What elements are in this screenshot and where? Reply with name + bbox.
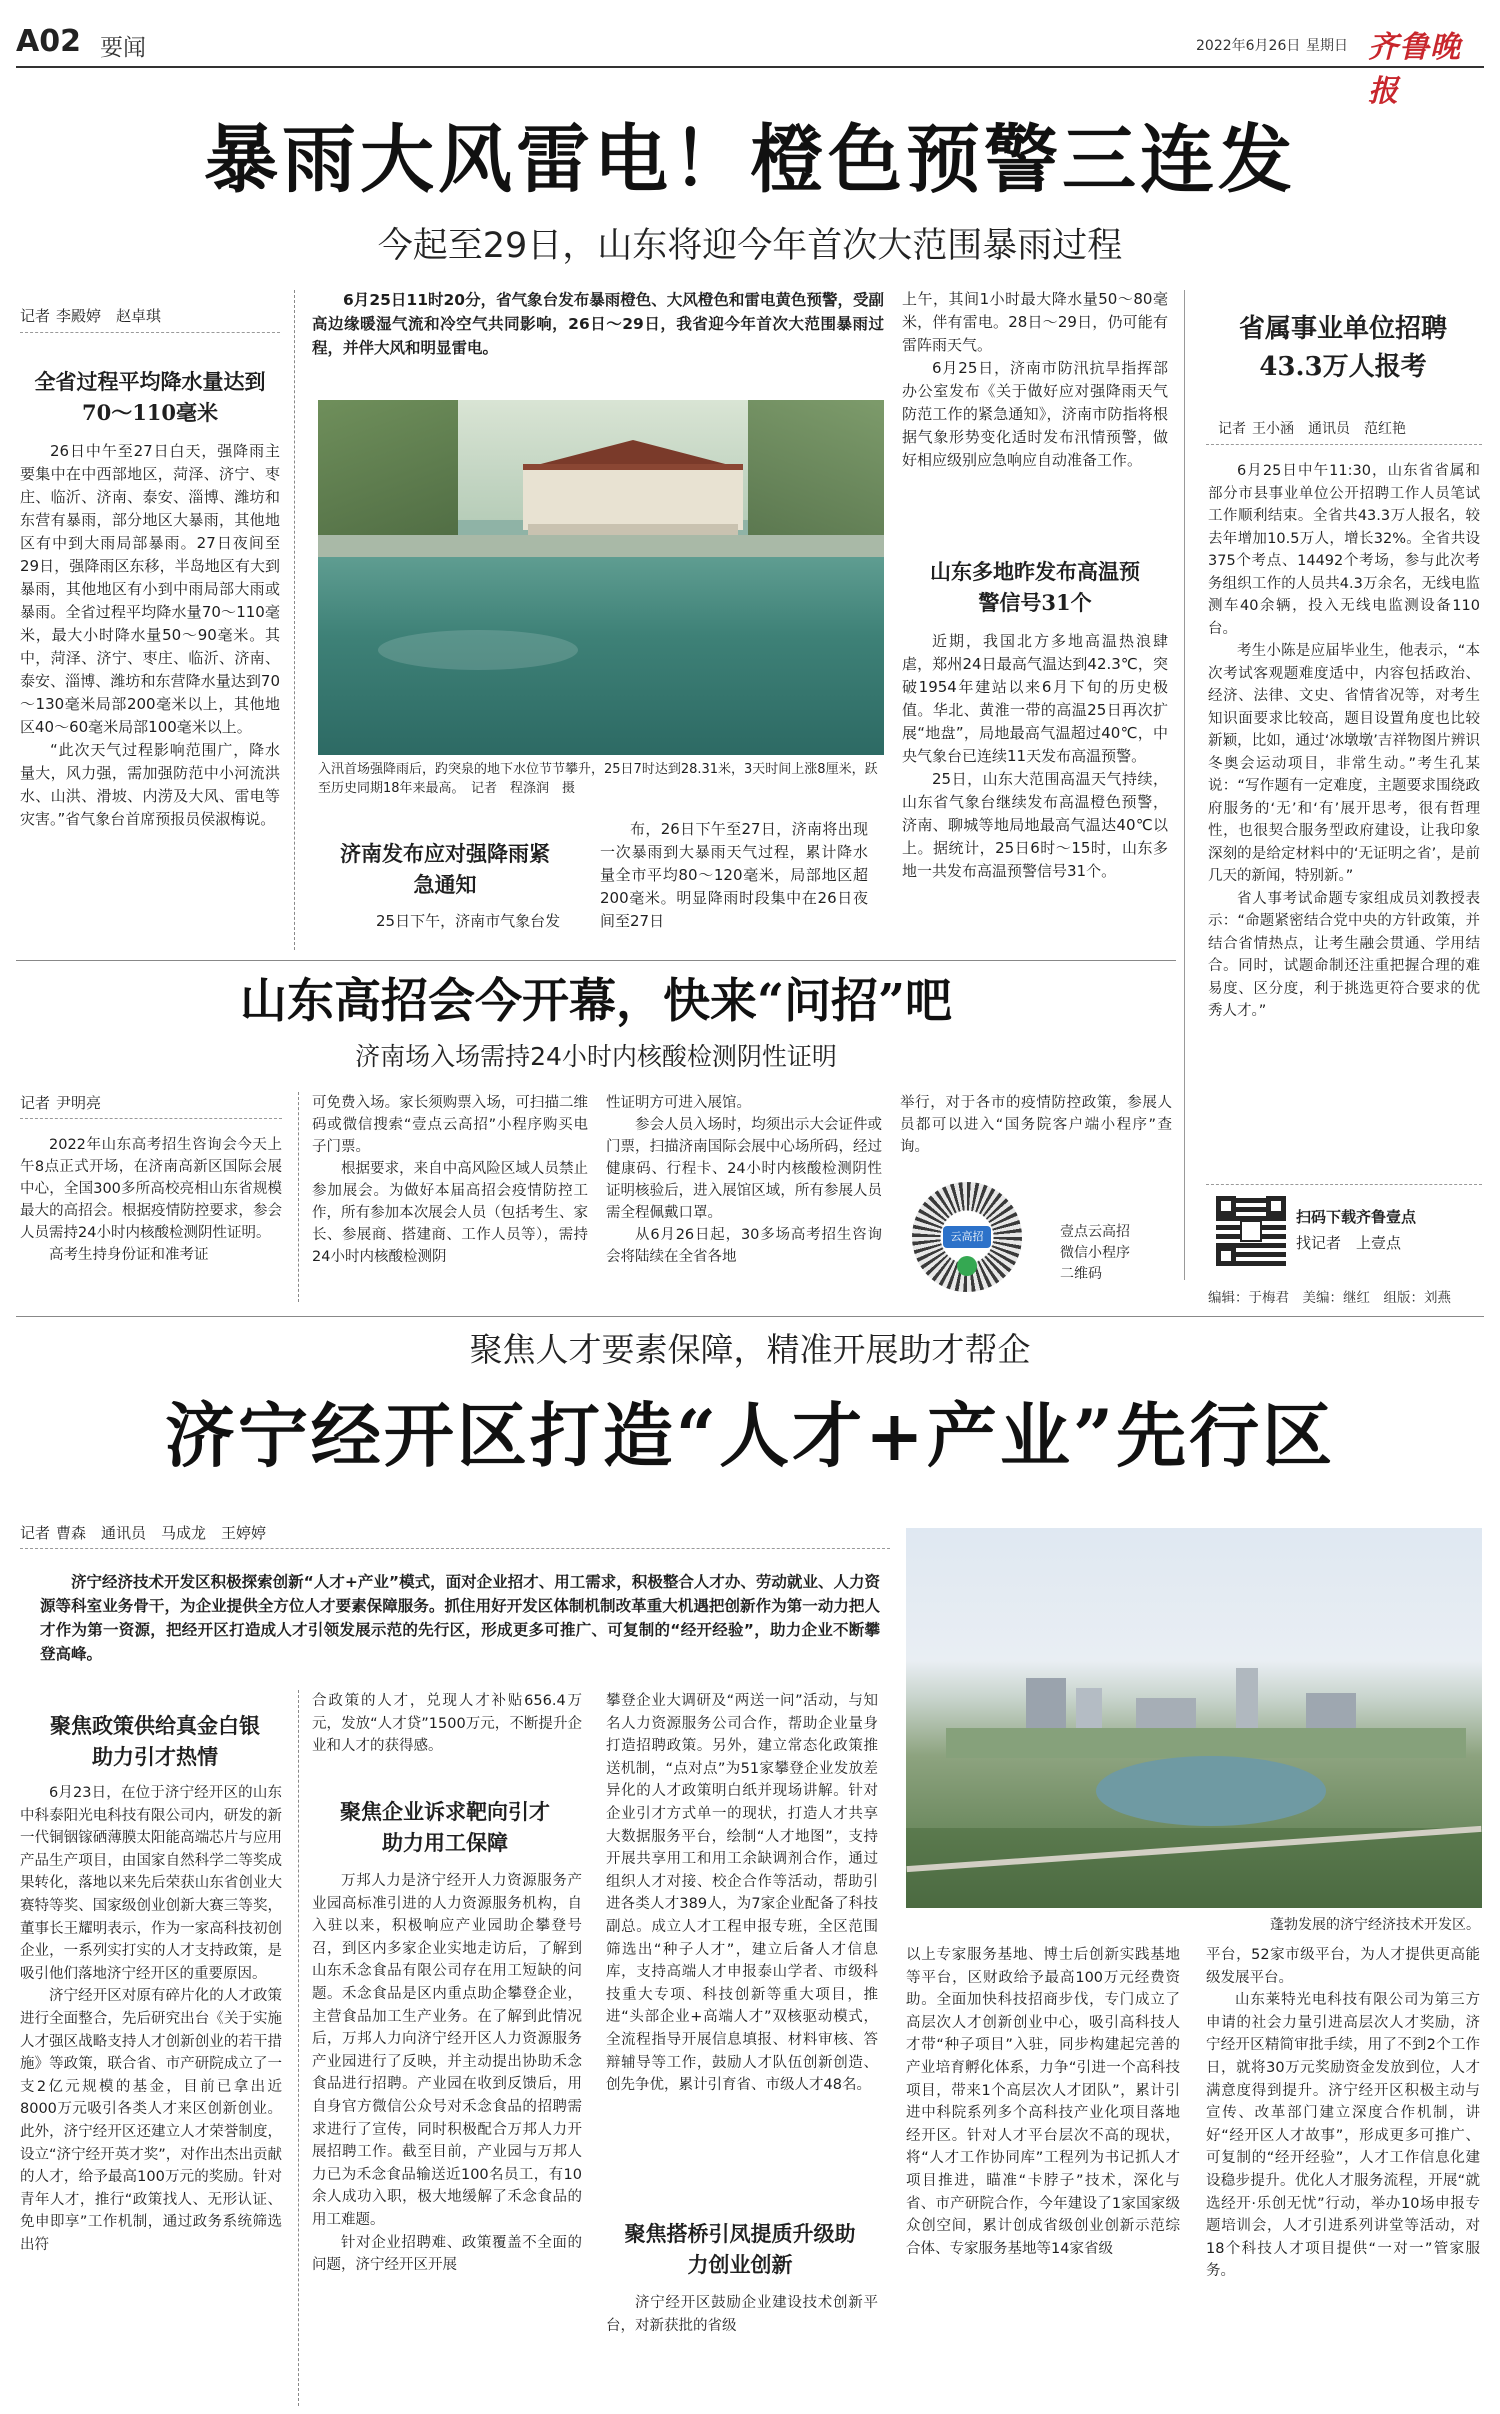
story3-sub1: 聚焦政策供给真金白银助力引才热情 (50, 1713, 260, 1769)
story1-col1 (20, 440, 280, 940)
miniapp-caption: 壹点云高招微信小程序二维码 (1060, 1224, 1130, 1282)
story3-kicker: 聚焦人才要素保障，精准开展助才帮企 (469, 1330, 1031, 1369)
story1-col3 (902, 288, 1168, 548)
story3-col4-para1: 以上专家服务基地、博士后创新实践基地等平台，区财政给予最高100万元经费资助。全面加快科技招商步伐，专门成立了高层次人才创新创业中心，吸引高科技人才带“种子项目”入驻，同步构建起完善的产业培育孵化体系，力争“引进一个高科技项目，带来1个高层次人才团队”，累计引进中科院系列多个高科技产业化项目落地经开区。针对人才平台层次不高的现状，将“人才工作协同库”工程列为书记抓人才项目推进，瞄准“卡脖子”技术，深化与省、市产研院合作，今年建设了1家国家级众创空间，累计创成省级创业创新示范综合体、专家服务基地等14家省级 (906, 1947, 1180, 2257)
story3-col5 (1206, 1944, 1480, 2406)
story2-col3-para3: 从6月26日起，30多场高考招生咨询会将陆续在全省各地 (606, 1227, 882, 1265)
story1-col2b-para: 25日下午，济南市气象台发 (376, 912, 561, 930)
byline-label: 记者 (20, 307, 51, 325)
sidebar-para2: 考生小陈是应届毕业生，他表示，“本次考试客观题难度适中，内容包括政治、经济、法律、文史、省情省况等，对考生知识面要求比较高，题目设置角度也比较新颖，比如，通过‘冰墩墩’吉祥物图片辨识冬奥会运动项目，非常生动。”考生孔某说：“写作题有一定难度，主题要求围绕政府服务的‘无’和‘有’展开思考，很有哲理性，也很契合服务型政府建设，让我印象深刻的是给定材料中的‘无证明之省’，是前几天的新闻，特别新。” (1208, 643, 1480, 884)
story3-byline (20, 1522, 266, 1543)
story3-col5-para1: 平台，52家市级平台，为人才提供更高能级发展平台。 (1206, 1947, 1480, 1986)
byline-label: 记者 (20, 1524, 51, 1542)
story2-col3-para1: 性证明方可进入展馆。 (606, 1095, 751, 1111)
story2-col1-para1: 2022年山东高考招生咨询会今天上午8点正式开场，在济南高新区国际会展中心，全国300多所高校亮相山东省规模最大的高招会。根据疫情防控要求，参会人员需持24小时内核酸检测阴性证明。 (20, 1137, 282, 1241)
story2-col2-para2: 根据要求，来自中高风险区域人员禁止参加展会。为做好本届高招会疫情防控工作，所有参加本次展会人员（包括考生、家长、参展商、搭建商、工作人员等），需持24小时内核酸检测阴 (312, 1161, 588, 1265)
story2-byline (20, 1092, 101, 1113)
byline-label: 记者 (1218, 421, 1246, 437)
story3-sub2: 聚焦企业诉求靶向引才助力用工保障 (340, 1799, 550, 1855)
story1-col2c (600, 818, 868, 944)
divider (1184, 290, 1185, 1280)
story2-col4-para1: 举行，对于各市的疫情防控政策，参展人员都可以进入“国务院客户端小程序”查询。 (900, 1095, 1172, 1155)
story3-col1-para2: 济宁经开区对原有碎片化的人才政策进行全面整合，先后研究出台《关于实施人才强区战略支持人才创新创业的若干措施》等政策，联合省、市产研院成立了一支2亿元规模的基金，目前已拿出近8000万元吸引各类人才来区创新创业。此外，济宁经开区还建立人才荣誉制度，设立“济宁经开英才奖”，对作出杰出贡献的人才，给予最高100万元的奖励。针对青年人才，推行“政策找人、无形认证、免申即享”工作机制，通过政务系统筛选出符 (20, 1988, 282, 2253)
story3-col3b (606, 2292, 878, 2406)
story1-col3-para2: 6月25日，济南市防汛抗旱指挥部办公室发布《关于做好应对强降雨天气防范工作的紧急通知》，济南市防指将根据气象形势变化适时发布汛情预警，做好相应级别应急响应自动准备工作。 (902, 359, 1168, 469)
page-header (16, 20, 1484, 109)
story1-col3-para4: 25日，山东大范围高温天气持续，山东省气象台继续发布高温橙色预警，济南、聊城等地局地最高气温达40℃以上。据统计，25日6时～15时，山东多地一共发布高温预警信号31个。 (902, 770, 1168, 880)
miniapp-dot (957, 1256, 977, 1276)
story3-col5-para2: 山东莱特光电科技有限公司为第三方申请的社会力量引进高层次人才奖励，济宁经开区精简审批手续，用了不到2个工作日，就将30万元奖励资金发放到位，人才满意度得到提升。济宁经开区积极主动与宣传、改革部门建立深度合作机制，讲好“经开区人才故事”，形成更多可推广、可复制的“经开经验”，人才工作信息化建设稳步提升。优化人才服务流程，开展“就选经开·乐创无忧”行动，举办10场申报专题培训会，人才引进系列讲堂等活动，对18个科技人才项目提供“一对一”管家服务。 (1206, 1992, 1480, 2280)
divider (298, 1690, 299, 2406)
story1-photo (318, 400, 884, 755)
byline-names: 李殿婷 赵卓琪 (56, 307, 162, 325)
story-separator (16, 960, 1176, 961)
issue-weekday: 星期日 (1306, 38, 1348, 54)
byline-rule (20, 1548, 890, 1549)
byline-names: 曹森 通讯员 马成龙 王婷婷 (56, 1524, 267, 1542)
story1-col2c-para: 布，26日下午至27日，济南将出现一次暴雨到大暴雨天气过程，累计降水量全市平均80～120毫米，局部地区超200毫米。明显降雨时段集中在26日夜间至27日 (600, 820, 868, 930)
issue-date: 2022年6月26日 (1196, 38, 1301, 54)
story3-col1 (20, 1782, 282, 2406)
section-name: 要闻 (100, 35, 146, 61)
story3-col4 (906, 1944, 1180, 2406)
story1-byline (20, 305, 161, 326)
story2-col1 (20, 1134, 282, 1294)
story2-subheadline: 济南场入场需持24小时内核酸检测阴性证明 (355, 1042, 837, 1071)
story1-sub1: 全省过程平均降水量达到70～110毫米 (34, 369, 266, 425)
sidebar-para3: 省人事考试命题专家组成员刘教授表示：“命题紧密结合党中央的方针政策，并结合省情热点，让考生融会贯通、学用结合。同时，试题命制还注重把握合理的难易度、区分度，利于挑选更符合要求的优秀人才。” (1208, 890, 1480, 1019)
story3-col3-para1: 攀登企业大调研及“两送一问”活动，与知名人力资源服务公司合作，帮助企业量身打造招聘政策。另外，建立常态化政策推送机制，“点对点”为51家攀登企业发放差异化的人才政策明白纸并现场讲解。针对企业引才方式单一的现状，打造人才共享大数据服务平台，绘制“人才地图”，支持开展共享用工和用工余缺调剂合作，通过组织人才对接、校企合作等活动，帮助引进各类人才389人，为7家企业配备了科技副总。成立人才工程申报专班，全区范围筛选出“种子人才”，建立后备人才信息库，支持高端人才申报泰山学者、市级科技重大专项、科技创新等重大项目，推进“头部企业+高端人才”双核驱动模式，全流程指导开展信息填报、材料审核、答辩辅导等工作，鼓励人才队伍创新创造、创先争优，累计引育省、市级人才48名。 (606, 1693, 878, 2094)
story-separator (16, 1316, 1484, 1317)
sidebar-rule (1206, 1184, 1482, 1185)
byline-rule (20, 1118, 282, 1119)
header-rule (16, 66, 1484, 68)
story3-photo-caption: 蓬勃发展的济宁经济技术开发区。 (1270, 1917, 1480, 1933)
story3-col2-para2: 万邦人力是济宁经开人力资源服务产业园高标准引进的人力资源服务机构，自入驻以来，积极响应产业园助企攀登号召，到区内多家企业实地走访后，了解到山东禾念食品有限公司存在用工短缺的问题。禾念食品是区内重点助企攀登企业，主营食品加工生产业务。在了解到此情况后，万邦人力向济宁经开区人力资源服务产业园进行了反映，并主动提出协助禾念食品进行招聘。产业园在收到反馈后，用自身官方微信公众号对禾念食品的招聘需求进行了宣传，同时积极配合万邦人力开展招聘工作。截至目前，产业园与万邦人力已为禾念食品输送近100名员工，有10余人成功入职，极大地缓解了禾念食品的用工难题。 (312, 1873, 582, 2228)
sidebar-qr-code[interactable] (1216, 1196, 1286, 1266)
byline-rule (20, 332, 280, 333)
byline-label: 记者 (20, 1094, 51, 1112)
story3-sub3: 聚焦搭桥引凤提质升级助力创业创新 (624, 2221, 856, 2277)
miniapp-code[interactable] (912, 1182, 1022, 1292)
story1-subheadline: 今起至29日，山东将迎今年首次大范围暴雨过程 (377, 226, 1123, 266)
sidebar-para1: 6月25日中午11:30，山东省省属和部分市县事业单位公开招聘工作人员笔试工作顺利结束。全省共43.3万人报名，较去年增加10.5万人，增长32%。全省共设375个考点、14492个考场，参与此次考务组织工作的人员共4.3万余名，无线电监测车40余辆，投入无线电监测设备110台。 (1208, 463, 1480, 637)
divider (298, 1092, 299, 1302)
story2-col2 (312, 1092, 588, 1292)
sidebar-qr-text1: 扫码下载齐鲁壹点 (1296, 1208, 1417, 1226)
story3-lead: 济宁经济技术开发区积极探索创新“人才+产业”模式，面对企业招才、用工需求，积极整合人才办、劳动就业、人力资源等科室业务骨干，为企业提供全方位人才要素保障服务。抓住用好开发区体制机制改革重大机遇把创新作为第一动力把人才作为第一资源，把经开区打造成人才引领发展示范的先行区，形成更多可推广、可复制的“经开经验”，助力企业不断攀登高峰。 (40, 1573, 880, 1663)
story2-headline: 山东高招会今开幕，快来“问招”吧 (239, 974, 953, 1029)
story2-col3-para2: 参会人员入场时，均须出示大会证件或门票，扫描济南国际会展中心场所码，经过健康码、行程卡、24小时内核酸检测阴性证明核验后，进入展馆区域，所有参展人员需全程佩戴口罩。 (606, 1117, 882, 1221)
story3-col2-para3: 针对企业招聘难、政策覆盖不全面的问题，济宁经开区开展 (312, 2234, 582, 2274)
byline-names: 尹明亮 (56, 1094, 102, 1112)
story1-sub2: 济南发布应对强降雨紧急通知 (340, 841, 550, 897)
story1-col1-para1: 26日中午至27日白天，强降雨主要集中在中西部地区，菏泽、济宁、枣庄、临沂、济南、泰安、淄博、潍坊和东营有暴雨，部分地区大暴雨，其他地区有中到大雨局部暴雨。27日夜间至29日，强降雨区东移，半岛地区有大到暴雨，其他地区有小到中雨局部大雨或暴雨。全省过程平均降水量70～110毫米，最大小时降水量50～90毫米。其中，菏泽、济宁、枣庄、临沂、济南、泰安、淄博、潍坊和东营降水量达到70～130毫米局部200毫米以上，其他地区40～60毫米局部100毫米以上。 (20, 442, 280, 736)
story1-col3-para1: 上午，其间1小时最大降水量50～80毫米，伴有雷电。28日～29日，仍可能有雷阵雨天气。 (902, 290, 1168, 354)
miniapp-label: 云高招 (943, 1226, 991, 1248)
story1-sub3: 山东多地昨发布高温预警信号31个 (930, 559, 1140, 615)
sidebar-byline (1218, 418, 1406, 438)
story1-col3-para3: 近期，我国北方多地高温热浪肆虐，郑州24日最高气温达到42.3℃，突破1954年建站以来6月下旬的历史极值。华北、黄淮一带的高温25日再次扩展“地盘”，局地最高气温超过40℃，中央气象台已连续11天发布高温预警。 (902, 632, 1168, 765)
story2-col1-para2: 高考生持身份证和准考证 (49, 1247, 209, 1263)
edition-credits: 编辑：于梅君 美编：继红 组版：刘燕 (1208, 1290, 1451, 1306)
sidebar-headline: 省属事业单位招聘43.3万人报考 (1238, 314, 1447, 382)
story1-col3b (902, 630, 1168, 944)
story1-headline: 暴雨大风雷电！橙色预警三连发 (204, 117, 1296, 203)
story3-col3 (606, 1690, 878, 2206)
story3-photo (906, 1528, 1482, 1908)
story3-col2-para1: 合政策的人才，兑现人才补贴656.4万元，发放“人才贷”1500万元，不断提升企业和人才的获得感。 (312, 1693, 582, 1755)
sidebar-body (1208, 460, 1480, 1200)
sidebar-qr-text2: 找记者 上壹点 (1296, 1234, 1402, 1252)
divider (294, 290, 295, 950)
story1-photo-caption: 入汛首场强降雨后，趵突泉的地下水位节节攀升，25日7时达到28.31米，3天时间上涨8厘米，跃至历史同期18年来最高。 记者 程涤润 摄 (318, 762, 878, 796)
story2-col2-para1: 可免费入场。家长须购票入场，可扫描二维码或微信搜索“壹点云高招”小程序购买电子门票。 (312, 1095, 588, 1155)
story3-col1-para1: 6月23日，在位于济宁经开区的山东中科泰阳光电科技有限公司内，研发的新一代铜铟镓硒薄膜太阳能高端芯片与应用产品生产项目，由国家自然科学二等奖成果转化，落地以来先后荣获山东省创业大赛特等奖、国家级创业创新大赛三等奖，董事长王耀明表示，作为一家高科技初创企业，一系列实打实的人才支持政策，是吸引他们落地济宁经开区的重要原因。 (20, 1785, 282, 1982)
story1-col1-para2: “此次天气过程影响范围广，降水量大，风力强，需加强防范中小河流洪水、山洪、滑坡、内涝及大风、雷电等灾害。”省气象台首席预报员侯淑梅说。 (20, 741, 280, 828)
masthead-logo: 齐鲁晚报 (1368, 30, 1461, 109)
story2-col4 (900, 1092, 1172, 1172)
byline-names: 王小涵 通讯员 范红艳 (1252, 421, 1406, 437)
page-code: A02 (16, 24, 81, 59)
byline-rule (1206, 444, 1482, 445)
story1-lead: 6月25日11时20分，省气象台发布暴雨橙色、大风橙色和雷电黄色预警，受副高边缘暖湿气流和冷空气共同影响，26日～29日，我省迎今年首次大范围暴雨过程，并伴大风和明显雷电。 (312, 291, 884, 357)
story3-col2b (312, 1870, 582, 2406)
story3-headline: 济宁经开区打造“人才+产业”先行区 (164, 1394, 1336, 1477)
story1-col2b (346, 910, 576, 940)
story3-col3-para2: 济宁经开区鼓励企业建设技术创新平台，对新获批的省级 (606, 2295, 878, 2334)
story2-col3 (606, 1092, 882, 1292)
